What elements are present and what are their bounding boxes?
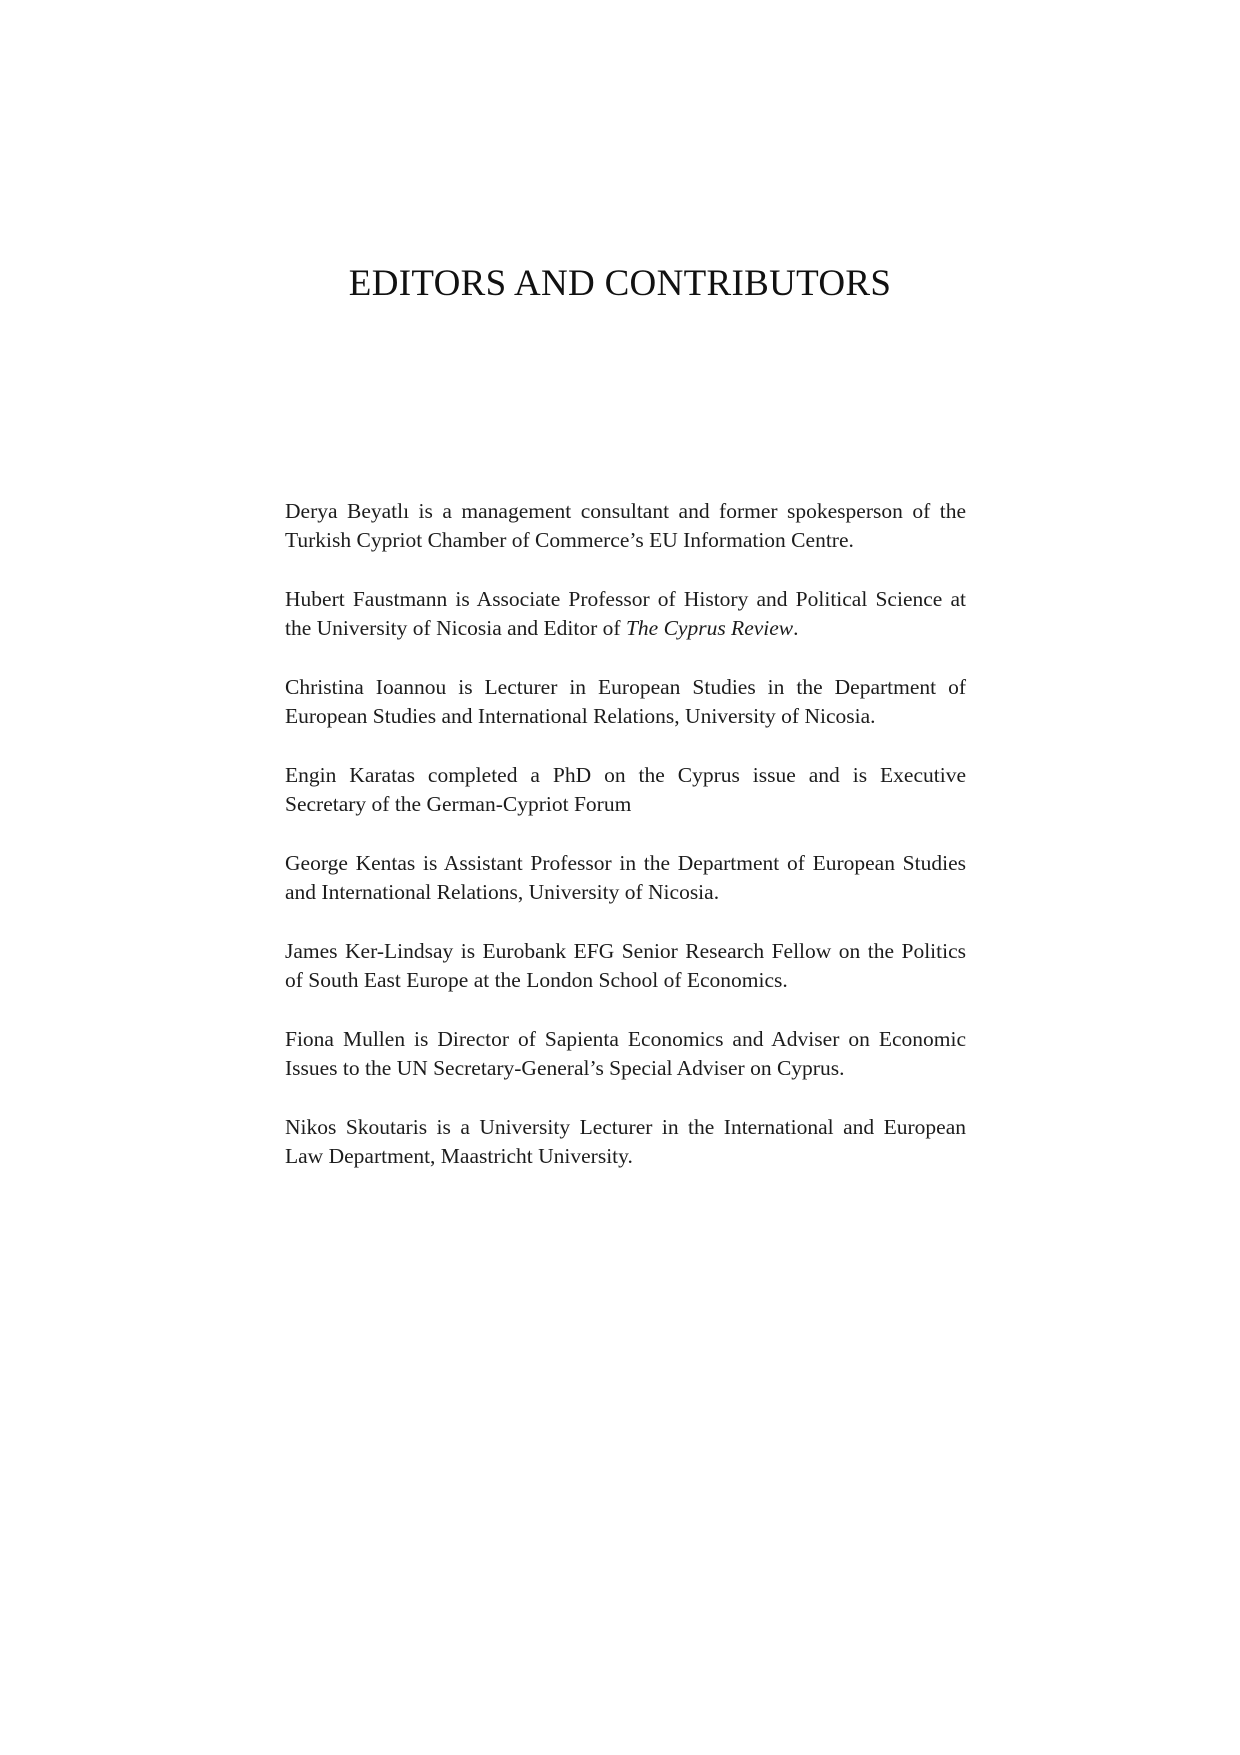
contributor-bio: Engin Karatas completed a PhD on the Cyprus issue and is Executive Secretary of the German-Cypriot Forum: [285, 763, 966, 816]
publication-title: The Cyprus Review: [625, 616, 794, 640]
page-title: EDITORS AND CONTRIBUTORS: [348, 263, 892, 304]
contributor-entry-faustmann: [285, 585, 966, 643]
contributor-list: [285, 497, 966, 1201]
contributor-bio: Christina Ioannou is Lecturer in European Studies in the Department of European Studies and International Relations, University of Nicosia.: [285, 675, 966, 728]
contributor-bio: Hubert Faustmann is Associate Professor of History and Political Science at the University of Nicosia and Editor of: [285, 587, 966, 640]
contributor-bio-end: .: [793, 616, 799, 640]
contributor-entry-kentas: [285, 849, 966, 907]
contributor-bio: George Kentas is Assistant Professor in the Department of European Studies and International Relations, University of Nicosia.: [285, 851, 966, 904]
contributor-entry-skoutaris: [285, 1113, 966, 1171]
contributor-entry-ker-lindsay: [285, 937, 966, 995]
contributor-bio: James Ker-Lindsay is Eurobank EFG Senior Research Fellow on the Politics of South East Europe at the London School of Economics.: [285, 939, 966, 992]
contributor-entry-karatas: [285, 761, 966, 819]
contributor-entry-beyatli: [285, 497, 966, 555]
contributor-bio: Nikos Skoutaris is a University Lecturer in the International and European Law Department, Maastricht University.: [285, 1115, 966, 1168]
contributor-bio: Fiona Mullen is Director of Sapienta Economics and Adviser on Economic Issues to the UN Secretary-General’s Special Adviser on Cyprus.: [285, 1027, 966, 1080]
contributor-entry-mullen: [285, 1025, 966, 1083]
contributor-bio: Derya Beyatlı is a management consultant and former spokesperson of the Turkish Cypriot Chamber of Commerce’s EU Information Centre.: [285, 499, 966, 552]
contributor-entry-ioannou: [285, 673, 966, 731]
